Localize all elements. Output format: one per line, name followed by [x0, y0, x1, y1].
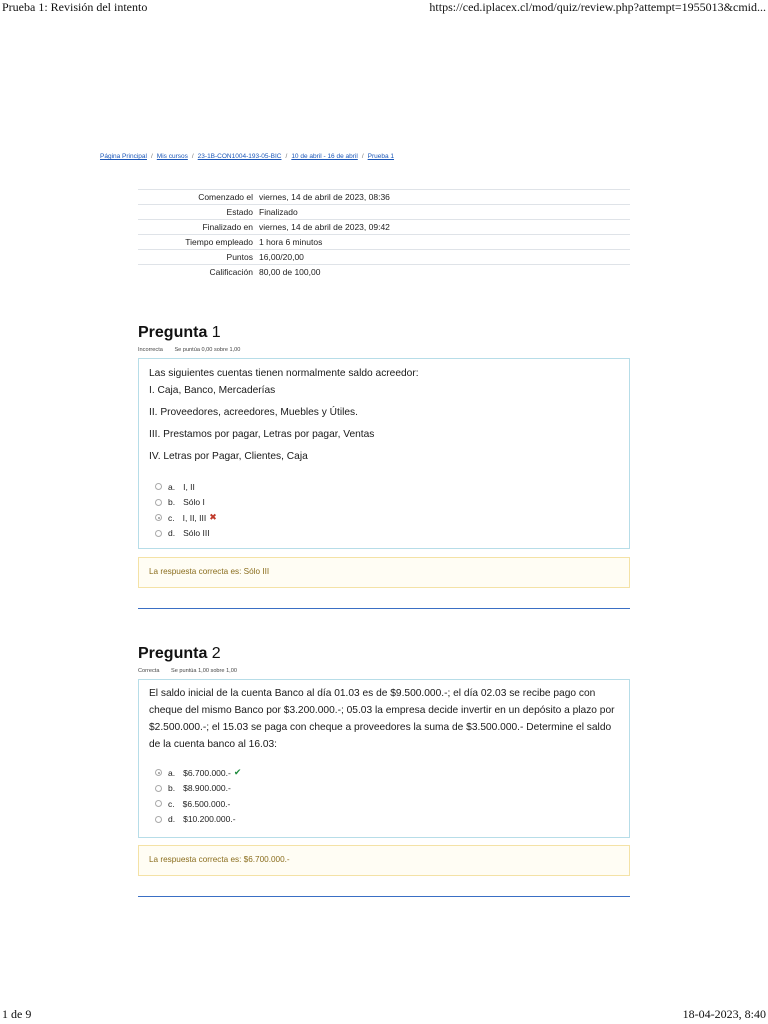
radio-button[interactable]: [155, 800, 162, 807]
summary-row-state: [138, 205, 630, 220]
radio-button[interactable]: [155, 816, 162, 823]
answer-option-d[interactable]: [155, 526, 629, 542]
summary-value: Finalizado: [256, 205, 630, 220]
question-1-answers: [155, 479, 629, 541]
answer-text: $8.900.000.-: [183, 783, 231, 794]
print-url: https://ced.iplacex.cl/mod/quiz/review.php?attempt=1955013&cmid...: [429, 0, 766, 14]
answer-letter: d.: [168, 528, 176, 539]
answer-letter: a.: [168, 481, 176, 492]
question-2-box: [138, 679, 630, 838]
summary-row-points: [138, 250, 630, 265]
summary-value: viernes, 14 de abril de 2023, 08:36: [256, 190, 630, 205]
summary-label: Comenzado el: [138, 190, 256, 205]
question-text-paragraph: IV. Letras por Pagar, Clientes, Caja: [149, 451, 308, 462]
check-icon: ✔: [233, 767, 242, 778]
question-2-feedback: La respuesta correcta es: $6.700.000.-: [138, 845, 630, 876]
summary-label: Calificación: [138, 265, 256, 280]
answer-letter: a.: [168, 767, 176, 778]
question-2-info: [138, 668, 237, 674]
answer-option-a[interactable]: [155, 765, 629, 781]
breadcrumb-quiz[interactable]: Prueba 1: [367, 153, 395, 160]
summary-value: viernes, 14 de abril de 2023, 09:42: [256, 220, 630, 235]
radio-button[interactable]: [155, 785, 162, 792]
question-separator: [138, 608, 630, 609]
answer-option-d[interactable]: [155, 812, 629, 828]
answer-text: I, II: [183, 481, 195, 492]
question-1-box: [138, 358, 630, 549]
breadcrumb-my-courses[interactable]: Mis cursos: [156, 153, 188, 160]
answer-text: $6.500.000.-: [182, 798, 231, 809]
answer-letter: b.: [168, 783, 176, 794]
answer-text: $10.200.000.-: [183, 814, 236, 825]
radio-button-selected[interactable]: [155, 769, 162, 776]
radio-button-selected[interactable]: [155, 514, 162, 521]
radio-button[interactable]: [155, 499, 162, 506]
print-page-title: Prueba 1: Revisión del intento: [2, 0, 148, 14]
summary-row-finished: [138, 220, 630, 235]
answer-option-b[interactable]: [155, 781, 629, 797]
answer-text: Sólo I: [183, 497, 205, 508]
answer-option-c[interactable]: [155, 796, 629, 812]
breadcrumb: Página Principal / Mis cursos / 23-1B-CON1004-193-05-BIC / 10 de abril - 16 de abril / Prueba 1: [100, 153, 395, 160]
print-footer: [0, 1008, 768, 1024]
radio-button[interactable]: [155, 530, 162, 537]
question-1-text: [149, 365, 619, 465]
summary-value: 16,00/20,00: [256, 250, 630, 265]
answer-text: $6.700.000.-: [183, 767, 231, 778]
question-status: Correcta: [138, 668, 160, 674]
answer-option-b[interactable]: [155, 495, 629, 511]
summary-label: Tiempo empleado: [138, 235, 256, 250]
question-status: Incorrecta: [138, 347, 163, 353]
answer-text: I, II, III: [182, 512, 207, 523]
summary-label: Puntos: [138, 250, 256, 265]
summary-label: Finalizado en: [138, 220, 256, 235]
question-text-paragraph: III. Prestamos por pagar, Letras por pagar, Ventas: [149, 429, 375, 440]
question-2-title: Pregunta 2: [138, 645, 221, 662]
answer-letter: b.: [168, 497, 176, 508]
answer-letter: d.: [168, 814, 176, 825]
attempt-summary-table: [138, 189, 630, 279]
summary-value: 80,00 de 100,00: [256, 265, 630, 280]
answer-option-c[interactable]: [155, 510, 629, 526]
breadcrumb-course[interactable]: 23-1B-CON1004-193-05-BIC: [197, 153, 282, 160]
breadcrumb-week[interactable]: 10 de abril - 16 de abril: [291, 153, 358, 160]
question-2-text: [149, 685, 619, 753]
question-score: Se puntúa 0,00 sobre 1,00: [174, 347, 241, 353]
question-2-answers: [155, 765, 629, 827]
print-page-count: 1 de 9: [2, 1007, 32, 1021]
summary-row-time: [138, 235, 630, 250]
question-1-title: Pregunta 1: [138, 324, 221, 341]
summary-label: Estado: [138, 205, 256, 220]
radio-button[interactable]: [155, 483, 162, 490]
summary-row-started: [138, 190, 630, 205]
answer-text: Sólo III: [183, 528, 210, 539]
summary-value: 1 hora 6 minutos: [256, 235, 630, 250]
answer-letter: c.: [168, 798, 175, 809]
answer-letter: c.: [168, 512, 175, 523]
print-header: [0, 0, 768, 16]
print-datetime: 18-04-2023, 8:40: [682, 1007, 766, 1021]
breadcrumb-home[interactable]: Página Principal: [100, 153, 147, 160]
question-1-feedback: La respuesta correcta es: Sólo III: [138, 557, 630, 588]
cross-icon: ✖: [209, 512, 217, 523]
question-separator: [138, 896, 630, 897]
question-text-paragraph: II. Proveedores, acreedores, Muebles y Útiles.: [149, 407, 358, 418]
answer-option-a[interactable]: [155, 479, 629, 495]
question-score: Se puntúa 1,00 sobre 1,00: [171, 668, 237, 674]
question-number: 1: [211, 324, 221, 341]
question-number: 2: [211, 645, 221, 662]
question-1-info: [138, 347, 240, 353]
summary-row-grade: [138, 265, 630, 280]
question-text-paragraph: Las siguientes cuentas tienen normalmente saldo acreedor: I. Caja, Banco, Mercaderías: [149, 368, 419, 396]
question-text-paragraph: El saldo inicial de la cuenta Banco al día 01.03 es de $9.500.000.-; el día 02.03 se recibe pago con cheque del mismo Banco por $3.200.000.-; 05.03 la empresa decide invertir en un depósito a plazo por $2.500.000.-; el 15.03 se paga con cheque a proveedores la suma de $3.500.000.- Determine el saldo de la cuenta banco al 16.03:: [149, 688, 615, 750]
